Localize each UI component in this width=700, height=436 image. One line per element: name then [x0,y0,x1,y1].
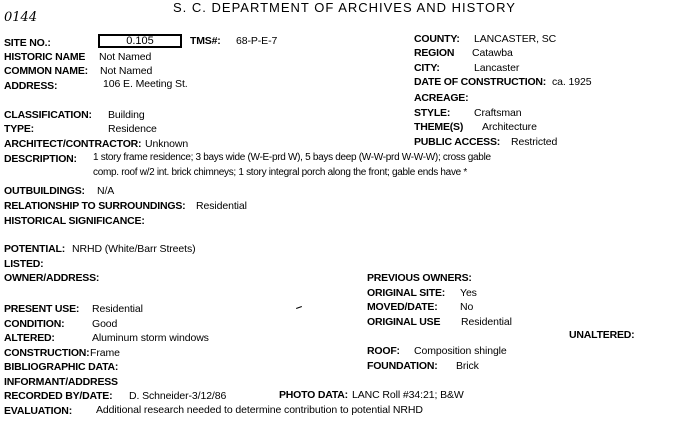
moved-date-label: MOVED/DATE: [367,301,438,313]
photo-data-value: LANC Roll #34:21; B&W [352,389,464,401]
original-site-value: Yes [460,287,477,299]
recorded-by-value: D. Schneider-3/12/86 [129,390,227,402]
owner-address-label: OWNER/ADDRESS: [4,272,100,284]
city-value: Lancaster [474,62,520,74]
common-name-label: COMMON NAME: [4,65,88,77]
classification-label: CLASSIFICATION: [4,109,92,121]
date-of-construction-value: ca. 1925 [552,76,592,88]
site-no-value: 0.105 [98,34,182,48]
common-name-value: Not Named [100,65,153,77]
public-access-value: Restricted [511,136,558,148]
informant-address-label: INFORMANT/ADDRESS [4,376,118,388]
present-use-label: PRESENT USE: [4,303,80,315]
public-access-label: PUBLIC ACCESS: [414,136,501,148]
type-label: TYPE: [4,123,34,135]
document-title: S. C. DEPARTMENT OF ARCHIVES AND HISTORY [173,0,516,15]
date-of-construction-label: DATE OF CONSTRUCTION: [414,76,547,88]
site-no-label: SITE NO.: [4,37,51,49]
roof-value: Composition shingle [414,345,507,357]
condition-label: CONDITION: [4,318,65,330]
potential-label: POTENTIAL: [4,243,65,255]
acreage-label: ACREAGE: [414,92,469,104]
region-value: Catawba [472,47,513,59]
style-value: Craftsman [474,107,522,119]
relationship-label: RELATIONSHIP TO SURROUNDINGS: [4,200,186,212]
tms-label: TMS#: [190,35,221,47]
county-label: COUNTY: [414,33,460,45]
handwritten-doc-number: 0144 [4,10,38,25]
style-label: STYLE: [414,107,451,119]
present-use-value: Residential [92,303,143,315]
listed-label: LISTED: [4,258,44,270]
themes-label: THEME(S) [414,121,464,133]
themes-value: Architecture [482,121,537,133]
historic-name-value: Not Named [99,51,152,63]
historic-name-label: HISTORIC NAME [4,51,86,63]
outbuildings-value: N/A [97,185,115,197]
description-line-1: 1 story frame residence; 3 bays wide (W-E-prd W), 5 bays deep (W-W-prd W-W-W); cross gable [93,152,491,163]
architect-value: Unknown [145,138,189,150]
address-label: ADDRESS: [4,80,58,92]
original-site-label: ORIGINAL SITE: [367,287,446,299]
architect-label: ARCHITECT/CONTRACTOR: [4,138,142,150]
photo-data-label: PHOTO DATA: [279,389,348,401]
evaluation-value: Additional research needed to determine contribution to potential NRHD [96,404,423,416]
construction-label: CONSTRUCTION: [4,347,90,359]
recorded-by-label: RECORDED BY/DATE: [4,390,113,402]
moved-date-value: No [460,301,474,313]
altered-value: Aluminum storm windows [92,332,209,344]
foundation-value: Brick [456,360,479,372]
potential-value: NRHD (White/Barr Streets) [72,243,196,255]
classification-value: Building [108,109,145,121]
foundation-label: FOUNDATION: [367,360,438,372]
original-use-label: ORIGINAL USE [367,316,441,328]
tms-value: 68-P-E-7 [236,35,278,47]
unaltered-label: UNALTERED: [569,329,635,341]
previous-owners-label: PREVIOUS OWNERS: [367,272,472,284]
description-line-2: comp. roof w/2 int. brick chimneys; 1 story integral porch along the front; gable ends have * [93,167,467,178]
historical-significance-label: HISTORICAL SIGNIFICANCE: [4,215,145,227]
relationship-value: Residential [196,200,247,212]
county-value: LANCASTER, SC [474,33,557,45]
roof-label: ROOF: [367,345,400,357]
city-label: CITY: [414,62,440,74]
region-label: REGION [414,47,455,59]
description-label: DESCRIPTION: [4,153,77,165]
evaluation-label: EVALUATION: [4,405,72,417]
construction-value: Frame [90,347,120,359]
condition-value: Good [92,318,118,330]
bibliographic-data-label: BIBLIOGRAPHIC DATA: [4,361,119,373]
type-value: Residence [108,123,157,135]
stray-mark [296,306,302,309]
outbuildings-label: OUTBUILDINGS: [4,185,85,197]
original-use-value: Residential [461,316,512,328]
address-value: 106 E. Meeting St. [103,78,188,90]
altered-label: ALTERED: [4,332,55,344]
